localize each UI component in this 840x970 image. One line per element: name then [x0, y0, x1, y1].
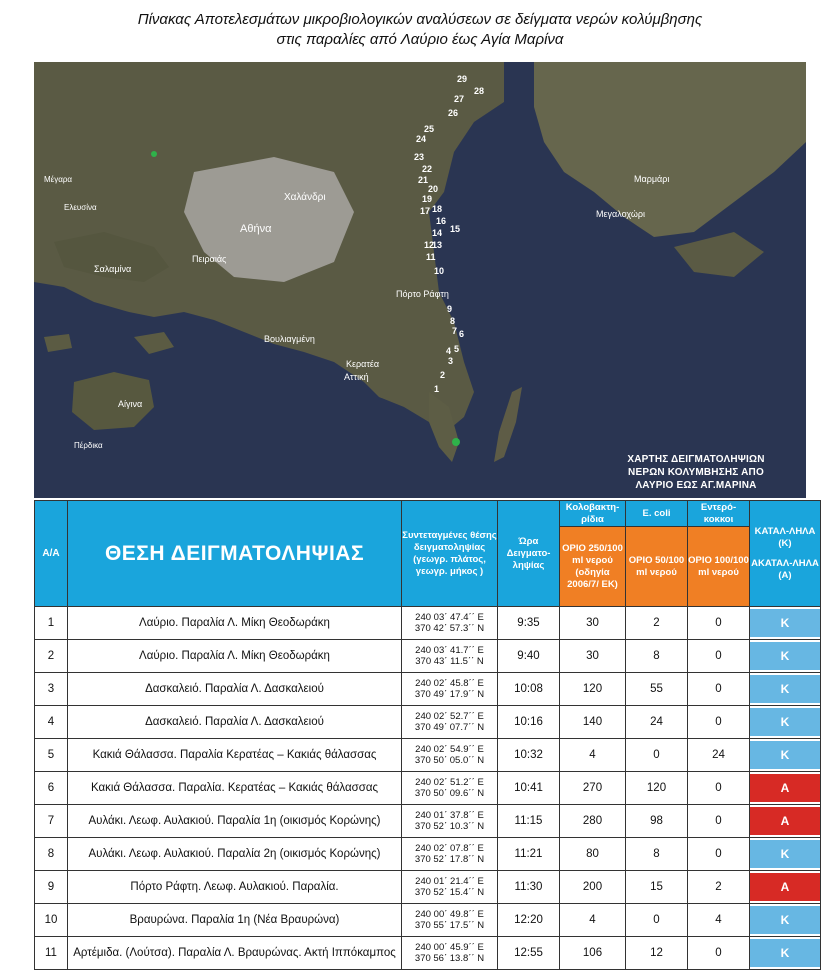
row-coord-2: 370 52΄ 17.8΄΄ N — [414, 854, 485, 865]
row-time: 12:20 — [498, 904, 560, 937]
table-row — [35, 805, 821, 838]
label-megalochori: Μεγαλοχώρι — [596, 209, 645, 219]
table-row — [35, 871, 821, 904]
header-thesi: ΘΕΣΗ ΔΕΙΓΜΑΤΟΛΗΨΙΑΣ — [68, 501, 402, 607]
row-coord-2: 370 55΄ 17.5΄΄ N — [414, 920, 485, 931]
label-porto-rafti: Πόρτο Ράφτη — [396, 289, 449, 299]
row-ecoli: 0 — [626, 904, 688, 937]
marker-12: 12 — [424, 240, 435, 250]
marker-8: 8 — [450, 316, 456, 326]
marker-19: 19 — [422, 194, 433, 204]
marker-2: 2 — [440, 370, 446, 380]
row-ecoli: 2 — [626, 607, 688, 640]
row-coords — [402, 838, 498, 871]
row-place: Αυλάκι. Λεωφ. Αυλακιού. Παραλία 1η (οικισμός Κορώνης) — [68, 805, 402, 838]
row-coord-2: 370 42΄ 57.3΄΄ N — [414, 623, 485, 634]
verdict-badge: Κ — [750, 906, 820, 934]
label-vouliagmeni: Βουλιαγμένη — [264, 334, 315, 344]
marker-17: 17 — [420, 206, 431, 216]
map-caption — [596, 453, 796, 492]
row-verdict — [750, 673, 821, 706]
row-aa: 6 — [35, 772, 68, 805]
results-body — [35, 607, 821, 970]
label-keratea: Κερατέα — [346, 359, 380, 369]
table-row — [35, 607, 821, 640]
row-entero: 24 — [688, 739, 750, 772]
marker-4: 4 — [446, 346, 452, 356]
row-time: 12:55 — [498, 937, 560, 970]
row-coliform: 30 — [560, 607, 626, 640]
row-verdict — [750, 904, 821, 937]
verdict-badge: Κ — [750, 642, 820, 670]
verdict-badge: Κ — [750, 840, 820, 868]
row-entero: 0 — [688, 673, 750, 706]
label-peiraias: Πειραιάς — [192, 254, 227, 264]
marker-6: 6 — [459, 329, 465, 339]
row-coord-2: 370 56΄ 13.8΄΄ N — [414, 953, 485, 964]
marker-1: 1 — [434, 384, 440, 394]
row-coords — [402, 607, 498, 640]
row-coords — [402, 937, 498, 970]
marker-15: 15 — [450, 224, 461, 234]
row-coliform: 80 — [560, 838, 626, 871]
verdict-badge: Κ — [750, 675, 820, 703]
row-aa: 7 — [35, 805, 68, 838]
row-verdict — [750, 838, 821, 871]
row-time: 10:16 — [498, 706, 560, 739]
row-entero: 0 — [688, 706, 750, 739]
row-ecoli: 98 — [626, 805, 688, 838]
title-line-1: Πίνακας Αποτελεσμάτων μικροβιολογικών αναλύσεων σε δείγματα νερών κολύμβησης — [137, 11, 703, 28]
label-athina: Αθήνα — [240, 223, 272, 235]
table-row — [35, 706, 821, 739]
table-row — [35, 772, 821, 805]
verdict-badge: Α — [750, 774, 820, 802]
row-coord-2: 370 50΄ 09.6΄΄ N — [414, 788, 485, 799]
map-caption-line-3: ΛΑΥΡΙΟ ΕΩΣ ΑΓ.ΜΑΡΙΝΑ — [635, 480, 757, 491]
row-coords — [402, 772, 498, 805]
row-coord-2: 370 49΄ 17.9΄΄ N — [414, 689, 485, 700]
row-time: 11:30 — [498, 871, 560, 904]
row-aa: 2 — [35, 640, 68, 673]
row-coords — [402, 739, 498, 772]
label-aigina: Αίγινα — [118, 399, 143, 409]
row-coord-2: 370 43΄ 11.5΄΄ N — [415, 656, 484, 667]
green-marker-icon — [151, 151, 157, 157]
label-chalandri: Χαλάνδρι — [284, 192, 326, 203]
row-coords — [402, 640, 498, 673]
row-coliform: 200 — [560, 871, 626, 904]
marker-28: 28 — [474, 86, 485, 96]
table-row — [35, 673, 821, 706]
row-time: 10:08 — [498, 673, 560, 706]
row-coord-1: 240 01΄ 37.8΄΄ E — [415, 810, 484, 821]
header-coliform: Κολοβακτη-ρίδια — [560, 501, 626, 527]
marker-11: 11 — [426, 252, 436, 262]
row-coord-1: 240 03΄ 41.7΄΄ E — [415, 645, 484, 656]
marker-20: 20 — [428, 184, 439, 194]
header-ecoli: E. coli — [626, 501, 688, 527]
row-coord-2: 370 52΄ 10.3΄΄ N — [414, 821, 485, 832]
verdict-badge: Κ — [750, 708, 820, 736]
row-place: Δασκαλειό. Παραλία Λ. Δασκαλειού — [68, 673, 402, 706]
label-eleusina: Ελευσίνα — [64, 203, 97, 212]
marker-26: 26 — [448, 108, 459, 118]
verdict-badge: Α — [750, 807, 820, 835]
header-entero-limit: ΟΡΙΟ 100/100 ml νερού — [688, 527, 750, 607]
table-row — [35, 739, 821, 772]
row-aa: 1 — [35, 607, 68, 640]
results-table — [34, 500, 821, 970]
row-coliform: 140 — [560, 706, 626, 739]
verdict-badge: Κ — [750, 741, 820, 769]
row-entero: 2 — [688, 871, 750, 904]
row-coord-1: 240 03΄ 47.4΄΄ E — [415, 612, 484, 623]
row-entero: 0 — [688, 772, 750, 805]
row-verdict — [750, 871, 821, 904]
map-caption-line-1: ΧΑΡΤΗΣ ΔΕΙΓΜΑΤΟΛΗΨΙΩΝ — [627, 454, 765, 465]
row-time: 9:35 — [498, 607, 560, 640]
row-ecoli: 12 — [626, 937, 688, 970]
row-ecoli: 55 — [626, 673, 688, 706]
marker-10: 10 — [434, 266, 445, 276]
row-coliform: 30 — [560, 640, 626, 673]
marker-7: 7 — [452, 326, 458, 336]
marker-21: 21 — [418, 175, 429, 185]
table-row — [35, 937, 821, 970]
row-entero: 0 — [688, 838, 750, 871]
green-marker-icon — [452, 438, 460, 446]
header-verdict — [750, 501, 821, 607]
label-marmari: Μαρμάρι — [634, 174, 670, 184]
title-line-2: στις παραλίες από Λαύριο έως Αγία Μαρίνα — [276, 31, 564, 48]
marker-16: 16 — [436, 216, 447, 226]
row-coord-1: 240 00΄ 45.9΄΄ E — [415, 942, 484, 953]
marker-9: 9 — [447, 304, 453, 314]
row-coords — [402, 871, 498, 904]
row-place: Δασκαλειό. Παραλία Λ. Δασκαλειού — [68, 706, 402, 739]
marker-23: 23 — [414, 152, 425, 162]
table-row — [35, 838, 821, 871]
row-coords — [402, 673, 498, 706]
row-coliform: 106 — [560, 937, 626, 970]
row-ecoli: 8 — [626, 640, 688, 673]
row-entero: 0 — [688, 607, 750, 640]
row-place: Βραυρώνα. Παραλία 1η (Νέα Βραυρώνα) — [68, 904, 402, 937]
row-place: Πόρτο Ράφτη. Λεωφ. Αυλακιού. Παραλία. — [68, 871, 402, 904]
row-coliform: 4 — [560, 904, 626, 937]
header-coliform-limit: ΟΡΙΟ 250/100 ml νερού (οδηγία 2006/7/ ΕΚ) — [560, 527, 626, 607]
table-row — [35, 904, 821, 937]
row-time: 11:15 — [498, 805, 560, 838]
row-time: 11:21 — [498, 838, 560, 871]
row-coord-1: 240 02΄ 54.9΄΄ E — [415, 744, 484, 755]
header-ecoli-limit: ΟΡΙΟ 50/100 ml νερού — [626, 527, 688, 607]
row-coord-1: 240 02΄ 52.7΄΄ E — [415, 711, 484, 722]
row-coliform: 4 — [560, 739, 626, 772]
row-time: 10:32 — [498, 739, 560, 772]
marker-3: 3 — [448, 356, 454, 366]
row-entero: 4 — [688, 904, 750, 937]
header-verdict-ok: ΚΑΤΑΛ-ΛΗΛΑ (Κ) — [754, 525, 816, 549]
header-time: Ώρα Δειγματο-ληψίας — [498, 501, 560, 607]
label-perdika: Πέρδικα — [74, 441, 103, 450]
row-place: Κακιά Θάλασσα. Παραλία. Κερατέας – Κακιάς θάλασσας — [68, 772, 402, 805]
row-ecoli: 15 — [626, 871, 688, 904]
row-coliform: 280 — [560, 805, 626, 838]
row-ecoli: 8 — [626, 838, 688, 871]
row-time: 10:41 — [498, 772, 560, 805]
row-coord-1: 240 02΄ 51.2΄΄ E — [415, 777, 484, 788]
row-verdict — [750, 937, 821, 970]
row-verdict — [750, 706, 821, 739]
row-place: Αρτέμιδα. (Λούτσα). Παραλία Λ. Βραυρώνας. Ακτή Ιππόκαμπος — [68, 937, 402, 970]
header-aa: Α/Α — [35, 501, 68, 607]
header-coords: Συντεταγμένες θέσης δειγματοληψίας (γεωγρ. πλάτος, γεωγρ. μήκος ) — [402, 501, 498, 607]
row-ecoli: 120 — [626, 772, 688, 805]
row-ecoli: 0 — [626, 739, 688, 772]
label-megara: Μέγαρα — [44, 175, 73, 184]
row-coord-1: 240 02΄ 45.8΄΄ E — [415, 678, 484, 689]
row-aa: 8 — [35, 838, 68, 871]
row-time: 9:40 — [498, 640, 560, 673]
marker-5: 5 — [454, 344, 460, 354]
row-aa: 9 — [35, 871, 68, 904]
row-place: Αυλάκι. Λεωφ. Αυλακιού. Παραλία 2η (οικισμός Κορώνης) — [68, 838, 402, 871]
row-aa: 10 — [35, 904, 68, 937]
row-coords — [402, 805, 498, 838]
row-coord-1: 240 02΄ 07.8΄΄ E — [415, 843, 484, 854]
row-aa: 11 — [35, 937, 68, 970]
row-verdict — [750, 805, 821, 838]
row-coords — [402, 706, 498, 739]
header-entero: Εντερό-κοκκοι — [688, 501, 750, 527]
row-entero: 0 — [688, 937, 750, 970]
map-caption-line-2: ΝΕΡΩΝ ΚΟΛΥΜΒΗΣΗΣ ΑΠΟ — [628, 467, 764, 478]
row-aa: 4 — [35, 706, 68, 739]
verdict-badge: Κ — [750, 939, 820, 967]
row-coord-1: 240 00΄ 49.8΄΄ E — [415, 909, 484, 920]
row-aa: 5 — [35, 739, 68, 772]
row-aa: 3 — [35, 673, 68, 706]
row-coord-2: 370 49΄ 07.7΄΄ N — [414, 722, 485, 733]
verdict-badge: Α — [750, 873, 820, 901]
row-verdict — [750, 739, 821, 772]
marker-14: 14 — [432, 228, 443, 238]
marker-13: 13 — [432, 240, 443, 250]
marker-25: 25 — [424, 124, 435, 134]
sampling-map — [34, 62, 806, 498]
label-attiki: Αττική — [344, 372, 369, 382]
row-coliform: 120 — [560, 673, 626, 706]
marker-24: 24 — [416, 134, 427, 144]
row-coord-2: 370 50΄ 05.0΄΄ N — [414, 755, 485, 766]
row-verdict — [750, 640, 821, 673]
row-place: Κακιά Θάλασσα. Παραλία Κερατέας – Κακιάς θάλασσας — [68, 739, 402, 772]
header-verdict-bad: ΑΚΑΤΑΛ-ΛΗΛΑ (Α) — [751, 557, 819, 581]
row-coord-2: 370 52΄ 15.4΄΄ N — [414, 887, 485, 898]
marker-22: 22 — [422, 164, 433, 174]
row-place: Λαύριο. Παραλία Λ. Μίκη Θεοδωράκη — [68, 607, 402, 640]
marker-18: 18 — [432, 204, 443, 214]
row-verdict — [750, 607, 821, 640]
verdict-badge: Κ — [750, 609, 820, 637]
row-coord-1: 240 01΄ 21.4΄΄ E — [415, 876, 484, 887]
row-entero: 0 — [688, 805, 750, 838]
row-coliform: 270 — [560, 772, 626, 805]
label-salamina: Σαλαμίνα — [94, 264, 132, 274]
row-verdict — [750, 772, 821, 805]
row-entero: 0 — [688, 640, 750, 673]
row-place: Λαύριο. Παραλία Λ. Μίκη Θεοδωράκη — [68, 640, 402, 673]
marker-27: 27 — [454, 94, 465, 104]
row-ecoli: 24 — [626, 706, 688, 739]
row-coords — [402, 904, 498, 937]
page-title — [0, 10, 840, 50]
map-graphic — [34, 62, 806, 498]
table-row — [35, 640, 821, 673]
marker-29: 29 — [457, 74, 468, 84]
